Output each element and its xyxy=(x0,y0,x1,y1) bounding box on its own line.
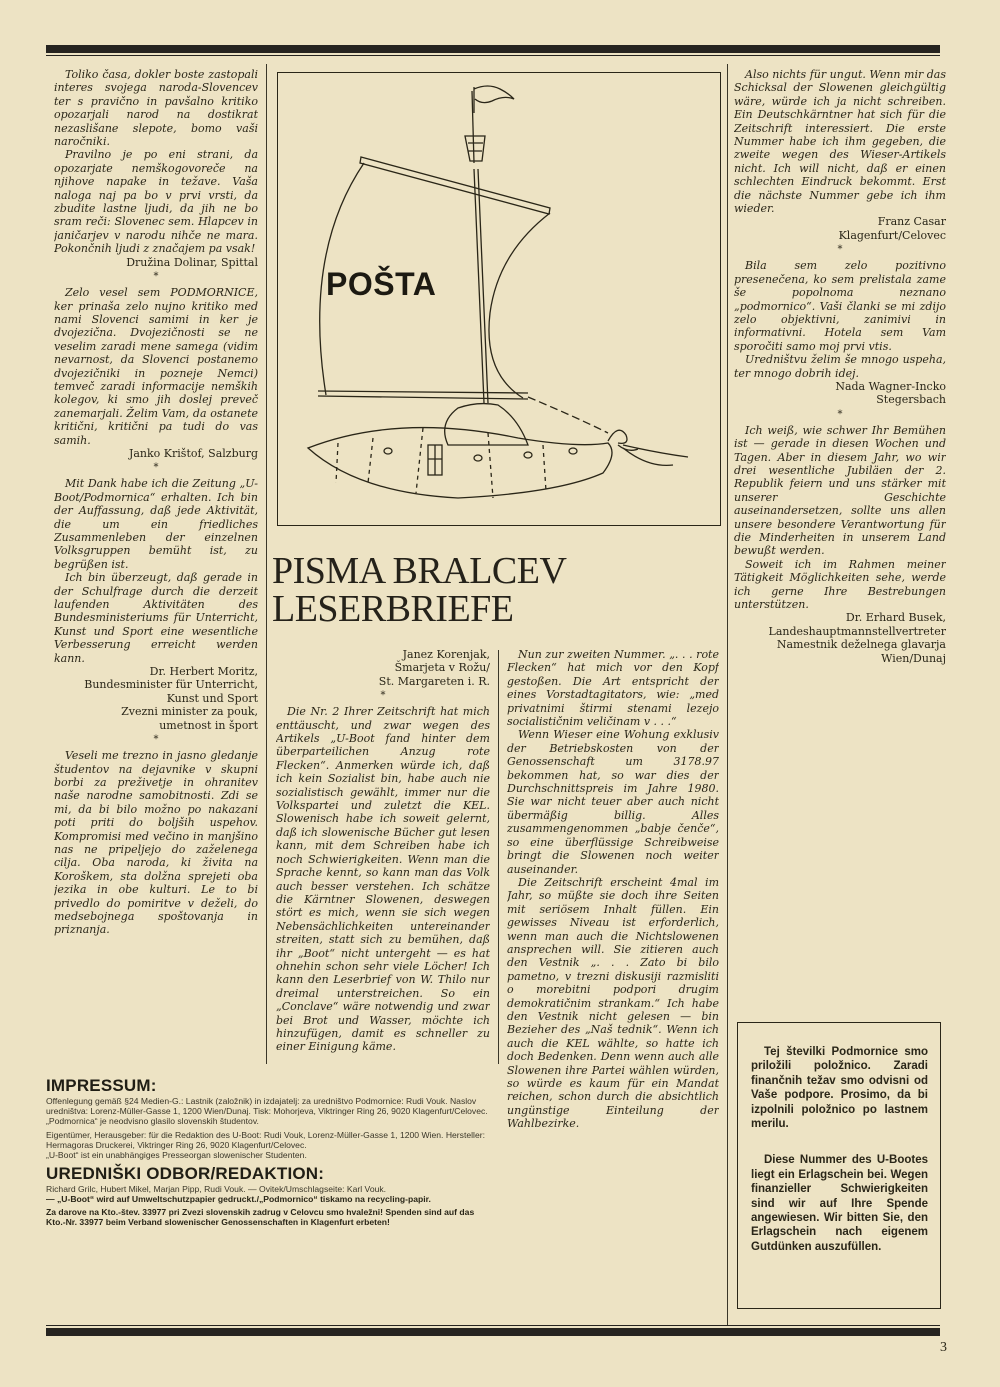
letter-signature: Dr. Herbert Moritz, xyxy=(149,665,258,679)
letter-signature: St. Margareten i. R. xyxy=(378,674,490,688)
column-4 xyxy=(734,68,946,1014)
letter-signature: Franz Casar xyxy=(877,215,946,229)
letter-signature: Zvezni minister za pouk, xyxy=(121,705,258,719)
letter-signature: Janko Krištof, Salzburg xyxy=(128,446,258,460)
column-divider xyxy=(727,64,728,1326)
letter-signature: Kunst und Sport xyxy=(166,691,258,705)
letter-paragraph: Soweit ich im Rahmen meiner Tätigkeit Möglichkeiten sehe, werde ich gerne Ihre Bestrebungen unterstützen. xyxy=(734,557,946,612)
editorial-paper-note: — „U-Boot“ wird auf Umweltschutzpapier gedruckt./„Podmornico“ tiskamo na recycling-papir. xyxy=(46,1194,431,1204)
impressum-text: „U-Boot“ ist ein unabhängiges Presseorgan slowenischer Studenten. xyxy=(46,1150,307,1160)
impressum-title: IMPRESSUM: xyxy=(46,1076,157,1095)
column-3 xyxy=(507,648,719,1320)
separator-asterisk: * xyxy=(153,462,159,474)
bottom-rule-thick xyxy=(46,1328,940,1336)
impressum-text: „Podmornica“ je neodvisno glasilo slovenskih študentov. xyxy=(46,1116,259,1126)
letter-paragraph: Uredništvu želim še mnogo uspeha, ter mnogo dobrih idej. xyxy=(734,353,946,380)
top-rule-thin xyxy=(46,55,940,56)
separator-asterisk: * xyxy=(153,734,159,746)
page-headline xyxy=(272,552,566,628)
letter-paragraph: Veseli me trezno in jasno gledanje študentov na dejavnike v skupni borbi za preživetje in ohranitev naše narodne samobitnosti. Zdi se mi, da bi bilo možno po nakazani poti priti do boljših uspehov. Kompromisi med večino in manjšino nas ne pripeljejo do zaželenega cilja. Oba naroda, ki živita na Koroškem, sta dolžna sprejeti oba jezika in obe kulturi. Le to bi privedlo do pomiritve v deželi, do medsebojnega spoštovanja in priznanja. xyxy=(54,749,258,937)
editorial-board-title: UREDNIŠKI ODBOR/REDAKTION: xyxy=(46,1164,325,1183)
headline-slovene: PISMA BRALCEV xyxy=(272,550,567,592)
letter-paragraph: Nun zur zweiten Nummer. „. . . rote Flecken“ hat mich vor den Kopf gestoßen. Die Art entspricht der eines Vorstadtagitators, wie: „med privatnimi štirmi stenami lezejo socialističnim veličinam v . . .“ xyxy=(507,648,719,729)
letter-paragraph: Die Zeitschrift erscheint 4mal im Jahr, so müßte sie doch ihre Seiten mit seriösem Inhalt füllen. Ein gewisses Niveau ist erforderlich, wenn man auch die Nichtslowenen ansprechen will. Sie zitieren auch den Vestnik „. . . Zato bi bilo pametno, v trezni diskusiji razmisliti o morebitni podpori drugim demokratičnim strankam.“ Ich habe den Vestnik nicht gelesen — bin Bezieher des „Naš tednik“. Wenn ich auch die KEL wählte, so hatte ich doch Bedenken. Denn wenn auch alle Slowenen ihre Partei wählen würden, so würde es kaum für ein Mandat reichen, schon durch die absichtlich ungünstige Einteilung der Wahlbezirke. xyxy=(507,875,719,1131)
page-number: 3 xyxy=(940,1340,947,1355)
letter xyxy=(734,259,946,406)
top-rule-thick xyxy=(46,45,940,53)
letter-signature: Landeshauptmannstellvertreter xyxy=(768,624,946,638)
letter-paragraph: Wenn Wieser eine Wohung exklusiv der Betriebskosten von der Genossenschaft um 3178.97 bekommen hat, so war dies der Durchschnittspreis im Jahre 1980. Sie war nicht teuer aber auch nicht übermäßig billig. Alles zusammengenommen „babje čenče“, so eine überflüssige Schreibweise bringt die Slowenen noch weiter auseinander. xyxy=(507,728,719,876)
letter-signature: Klagenfurt/Celovec xyxy=(838,228,946,242)
impressum-section xyxy=(46,1076,492,1322)
letter-signature: Janez Korenjak, xyxy=(402,648,490,661)
letter-paragraph: Bila sem zelo pozitivno presenečena, ko sem prelistala zame še popolnoma neznano „podmornico“. Vaši članki se mi zdijo zelo objektivni, zanimivi in informativni. Hotela sem Vam sporočiti samo moj prvi vtis. xyxy=(734,259,946,353)
letter-paragraph: Zelo vesel sem PODMORNICE, ker prinaša zelo nujno kritiko med nami Slovenci samimi in ker je dvojezična. Dvojezičnosti se ne veselim zaradi mene samega (vidim nevarnost, da Slovenci postanemo dvojezičniki in pozneje Nemci) temveč zaradi informacije nemških kolegov, ki smo jih doslej preveč zanemarjali. Želim Vam, da ostanete kritični, kritični pa tudi do vas samih. xyxy=(54,286,258,447)
letter xyxy=(54,286,258,460)
letter xyxy=(54,477,258,732)
letter-paragraph: Pravilno je po eni strani, da opozarjate nemškogovoreče na njihove napake in težave. Vaša naloga naj pa bo v prvi vrsti, da zbudite lastne ljudi, da jih ne bo sram reči: Slovenec sem. Hlapcev in janičarjev v narodu nihče ne mara. Pokončnih ljudi z značajem pa vsak! xyxy=(54,148,258,256)
editorial-board-members: Richard Grilc, Hubert Mikel, Marjan Pipp, Rudi Vouk. — Ovitek/Umschlagseite: Karl Vouk. xyxy=(46,1184,387,1194)
letter-paragraph: Ich bin überzeugt, daß gerade in der Schulfrage durch die derzeit laufenden Aktivitäten des Bundesministeriums für Unterricht, Kunst und Sport eine wesentliche Verbesserung erreicht werden kann. xyxy=(54,571,258,665)
impressum-text: Offenlegung gemäß §24 Medien-G.: Lastnik (založnik) in izdajatelj: za uredništvo Podmornice: Rudi Vouk. Naslov uredništva: Lorenz-Müller-Gasse 1, 1200 Wien/Dunaj. Tisk: Mohorjeva, Viktringer Ring 26, 9020 Klagenfurt/Celovec. xyxy=(46,1096,488,1116)
impressum-text: Eigentümer, Herausgeber: für die Redaktion des U-Boot: Rudi Vouk, Lorenz-Müller-Gasse 1, 1200 Wien. Hersteller: Hermagoras Druckerei, Viktringer Ring 26, 9020 Klagenfurt/Celovec. xyxy=(46,1130,485,1150)
letter-paragraph: Mit Dank habe ich die Zeitung „U-Boot/Podmornica“ erhalten. Ich bin der Auffassung, daß jede Aktivität, die um ein friedliches Zusammenleben der einzelnen Volksgruppen bemüht ist, zu begrüßen ist. xyxy=(54,477,258,571)
letter-signature: umetnost in šport xyxy=(159,718,258,732)
letter xyxy=(54,68,258,269)
separator-asterisk: * xyxy=(837,244,843,256)
separator-asterisk: * xyxy=(380,690,386,702)
letter-signature: Šmarjeta v Rožu/ xyxy=(394,661,490,675)
letter-paragraph: Ich weiß, wie schwer Ihr Bemühen ist — gerade in diesen Wochen und Tagen. Aber in diesem Jahr, wo wir drei wesentliche Jubiläen der 2. Republik feiern und uns stärker mit unserer Geschichte auseinandersetzen, sollte uns allen unsere besondere Verantwortung für die Minderheiten in unserem Land bewußt werden. xyxy=(734,423,946,558)
illustration-box xyxy=(277,72,721,526)
letter-signature: Wien/Dunaj xyxy=(881,651,946,665)
letter-signature: Bundesminister für Unterricht, xyxy=(84,678,258,692)
letter-signature: Namestnik deželnega glavarja xyxy=(776,638,946,652)
column-divider xyxy=(498,650,499,1064)
letter-paragraph: Toliko časa, dokler boste zastopali interes svojega naroda-Slovencev ter s pravično in pavšalno kritiko opozarjali narod na dostikrat nezaslišane slepote, bomo vaši naročniki. xyxy=(54,68,258,149)
letter-signature: Dr. Erhard Busek, xyxy=(845,611,946,625)
separator-asterisk: * xyxy=(837,408,843,420)
column-divider xyxy=(266,64,267,1064)
column-2 xyxy=(276,648,490,1064)
letter-signature: Nada Wagner-Incko xyxy=(835,379,946,393)
editorial-donation-note: Za darove na Kto.-štev. 33977 pri Zvezi slovenskih zadrug v Celovcu smo hvaležni! Spenden sind auf das Kto.-Nr. 33977 beim Verband slowenischer Genossenschaften in Klagenfurt erbeten! xyxy=(46,1207,475,1227)
donation-notice-box xyxy=(737,1022,941,1309)
letter-signature: Stegersbach xyxy=(876,393,946,407)
letter-paragraph: Die Nr. 2 Ihrer Zeitschrift hat mich enttäuscht, und zwar wegen des Artikels „U-Boot fand hinter dem überparteilichen Anzug rote Flecken“. Anmerken würde ich, daß ich kein Sozialist bin, habe auch nie sozialistisch gewählt, immer nur die Volkspartei und zuletzt die KEL. Slowenisch habe ich soweit gelernt, daß ich slowenische Bücher gut lesen kann, mit dem Schreiben habe ich noch Schwierigkeiten. Wenn man die Sprache kennt, so kann man das Volk auch besser verstehen. Ich schätze die Kärntner Slowenen, deswegen stört es mich, wenn sie sich wegen Nebensächlichkeiten untereinander streiten, statt sich zu bemühen, daß ihr „Boot“ nicht untergeht — es hat ohnehin schon sehr viele Löcher! Ich kann den Leserbrief von W. Thilo nur dreimal unterstreichen. So ein „Conclave“ wäre notwendig und zwar bei Brot und Wasser, möchte ich hinzufügen, damit es schneller zu einer Einigung käme. xyxy=(276,705,490,1054)
posta-label: POŠTA xyxy=(326,266,437,302)
bottom-rule-thin xyxy=(46,1325,940,1326)
letter xyxy=(54,749,258,937)
separator-asterisk: * xyxy=(153,271,159,283)
column-1 xyxy=(54,68,258,1064)
letter xyxy=(734,424,946,665)
headline-german: LESERBRIEFE xyxy=(272,588,514,630)
donation-text-german: Diese Nummer des U-Bootes liegt ein Erlagschein bei. Wegen finanzieller Schwierigkeiten sind wir auf Ihre Spende angewiesen. Wir bitten Sie, den Erlagschein nach eigenem Gutdünken auszufüllen. xyxy=(751,1154,928,1253)
donation-text-slovene: Tej številki Podmornice smo priložili položnico. Zaradi finančnih težav smo odvisni od Vaše podpore. Prosimo, da bi izpolnili položnico po lastnem merilu. xyxy=(751,1046,928,1131)
letter-paragraph: Also nichts für ungut. Wenn mir das Schicksal der Slowenen gleichgültig wäre, würde ich ja nicht schreiben. Ein Deutschkärntner hat sich für die Zeitschrift interessiert. Die erste Nummer habe ich ihm gegeben, die zweite wegen des Wieser-Artikels nicht. Ich will nicht, daß er einen schlechten Eindruck bekommt. Erst die nächste Nummer gebe ich ihm wieder. xyxy=(734,68,946,216)
letter-signature: Družina Dolinar, Spittal xyxy=(126,255,258,269)
